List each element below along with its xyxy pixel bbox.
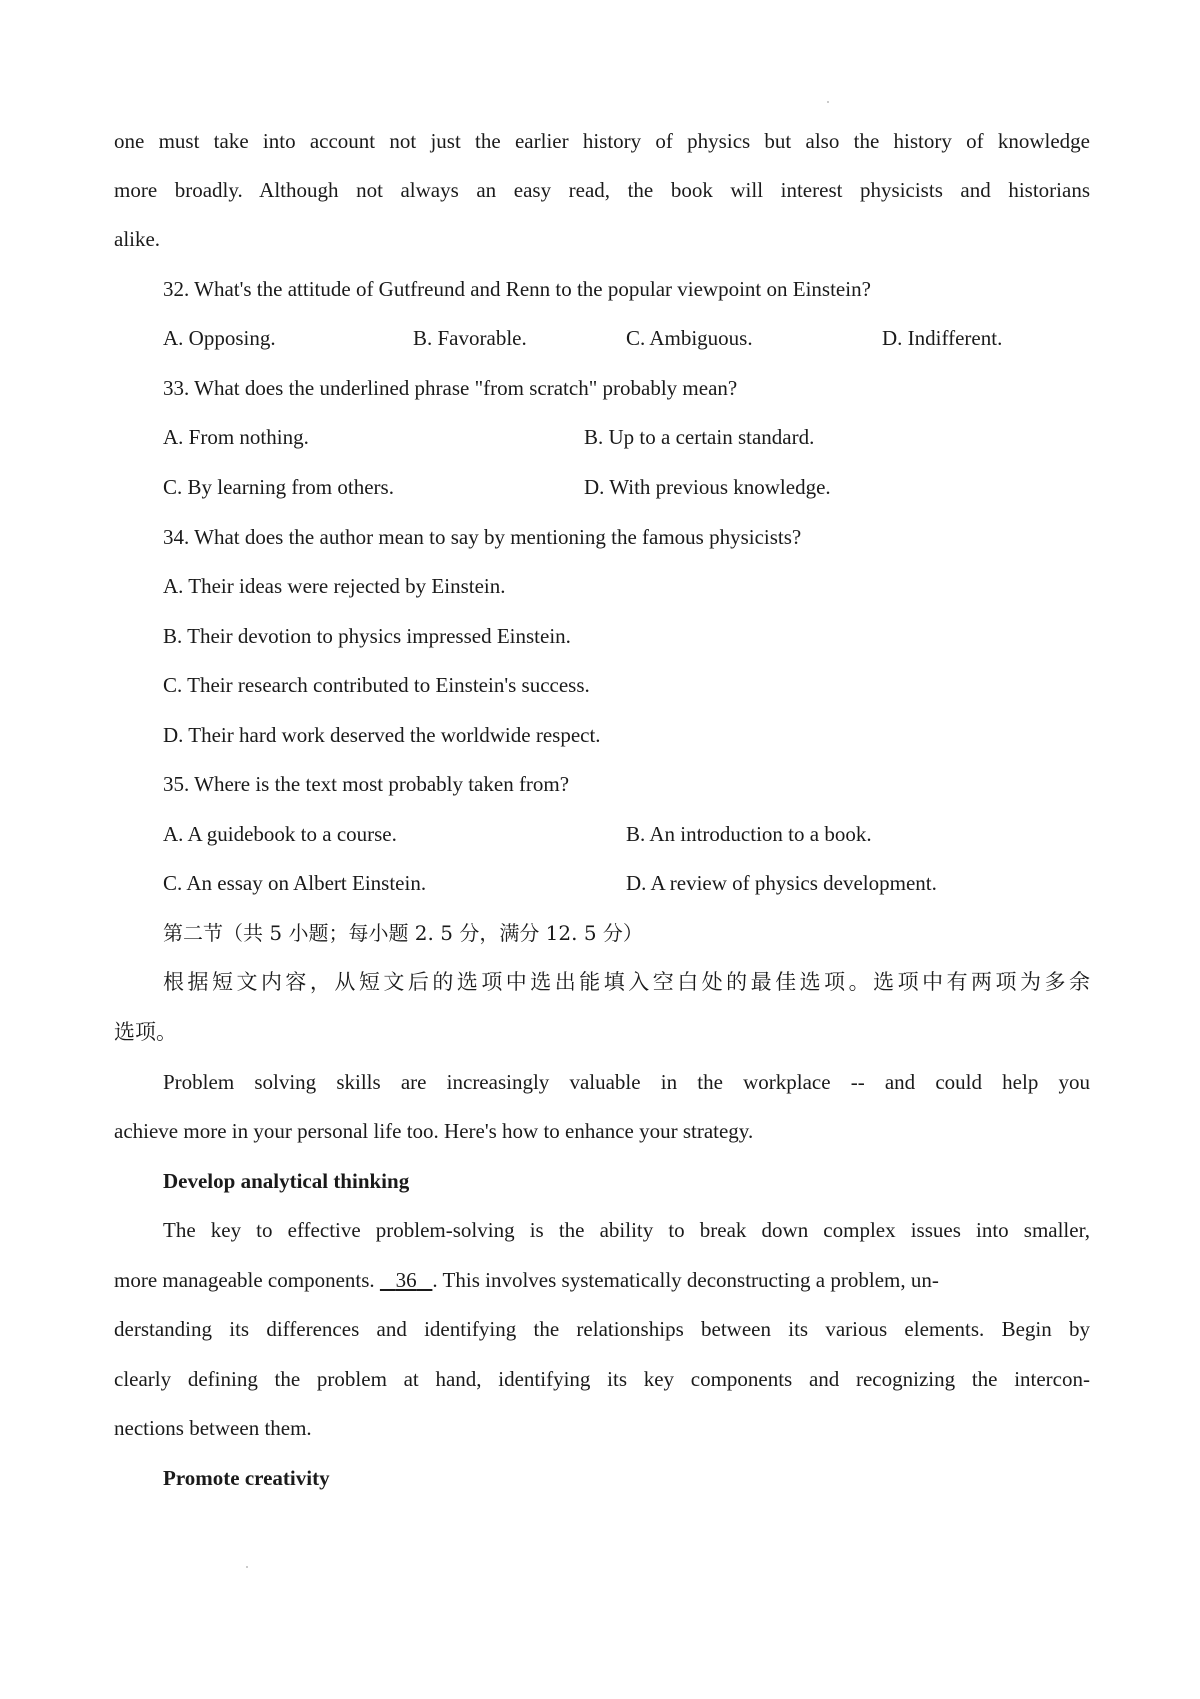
q33-option-c: C. By learning from others.	[163, 475, 394, 499]
section-header: 第二节（共 5 小题；每小题 2. 5 分，满分 12. 5 分）	[163, 921, 643, 945]
heading-analytical-thinking: Develop analytical thinking	[163, 1169, 410, 1193]
q35-option-d: D. A review of physics development.	[626, 871, 937, 895]
section-instruction-line-2: 选项。	[114, 1020, 177, 1044]
heading-promote-creativity: Promote creativity	[163, 1466, 330, 1490]
question-34: 34. What does the author mean to say by mentioning the famous physicists?	[163, 525, 802, 549]
q33-option-a: A. From nothing.	[163, 425, 309, 449]
q35-option-c: C. An essay on Albert Einstein.	[163, 871, 427, 895]
para1-line-4: clearly defining the problem at hand, identifying its key components and recognizing the intercon-	[114, 1367, 1090, 1391]
q33-option-b: B. Up to a certain standard.	[584, 425, 815, 449]
para1-line-5: nections between them.	[114, 1416, 312, 1440]
q32-option-a: A. Opposing.	[163, 326, 276, 350]
scan-speck	[827, 101, 829, 103]
question-32: 32. What's the attitude of Gutfreund and Renn to the popular viewpoint on Einstein?	[163, 277, 871, 301]
question-33: 33. What does the underlined phrase "from scratch" probably mean?	[163, 376, 738, 400]
q34-option-c: C. Their research contributed to Einstein's success.	[163, 673, 590, 697]
blank-36	[380, 1268, 433, 1292]
scan-speck	[246, 1566, 248, 1568]
passage-line-2: more broadly. Although not always an easy read, the book will interest physicists and historians	[114, 178, 1090, 202]
para1-line-2-start: more manageable components.	[114, 1268, 375, 1292]
q34-option-b: B. Their devotion to physics impressed Einstein.	[163, 624, 571, 648]
question-35: 35. Where is the text most probably taken from?	[163, 772, 570, 796]
passage-line-1: one must take into account not just the earlier history of physics but also the history of knowledge	[114, 129, 1090, 153]
blank-36-number: 36	[395, 1268, 417, 1292]
q32-option-d: D. Indifferent.	[882, 326, 1003, 350]
para1-line-2-end: . This involves systematically deconstructing a problem, un-	[432, 1268, 939, 1292]
q35-option-b: B. An introduction to a book.	[626, 822, 872, 846]
para1-line-3: derstanding its differences and identifying the relationships between its various elements. Begin by	[114, 1317, 1090, 1341]
intro-line-2: achieve more in your personal life too. Here's how to enhance your strategy.	[114, 1119, 754, 1143]
q34-option-d: D. Their hard work deserved the worldwide respect.	[163, 723, 601, 747]
section-instruction-line-1: 根据短文内容，从短文后的选项中选出能填入空白处的最佳选项。选项中有两项为多余	[163, 970, 1090, 994]
para1-line-1: The key to effective problem-solving is the ability to break down complex issues into smaller,	[163, 1218, 1090, 1242]
q32-option-b: B. Favorable.	[413, 326, 527, 350]
para1-line-2	[114, 1267, 939, 1293]
q35-option-a: A. A guidebook to a course.	[163, 822, 397, 846]
q34-option-a: A. Their ideas were rejected by Einstein.	[163, 574, 506, 598]
q32-option-c: C. Ambiguous.	[626, 326, 753, 350]
intro-line-1: Problem solving skills are increasingly valuable in the workplace -- and could help you	[163, 1070, 1090, 1094]
passage-line-3: alike.	[114, 227, 161, 251]
q33-option-d: D. With previous knowledge.	[584, 475, 831, 499]
